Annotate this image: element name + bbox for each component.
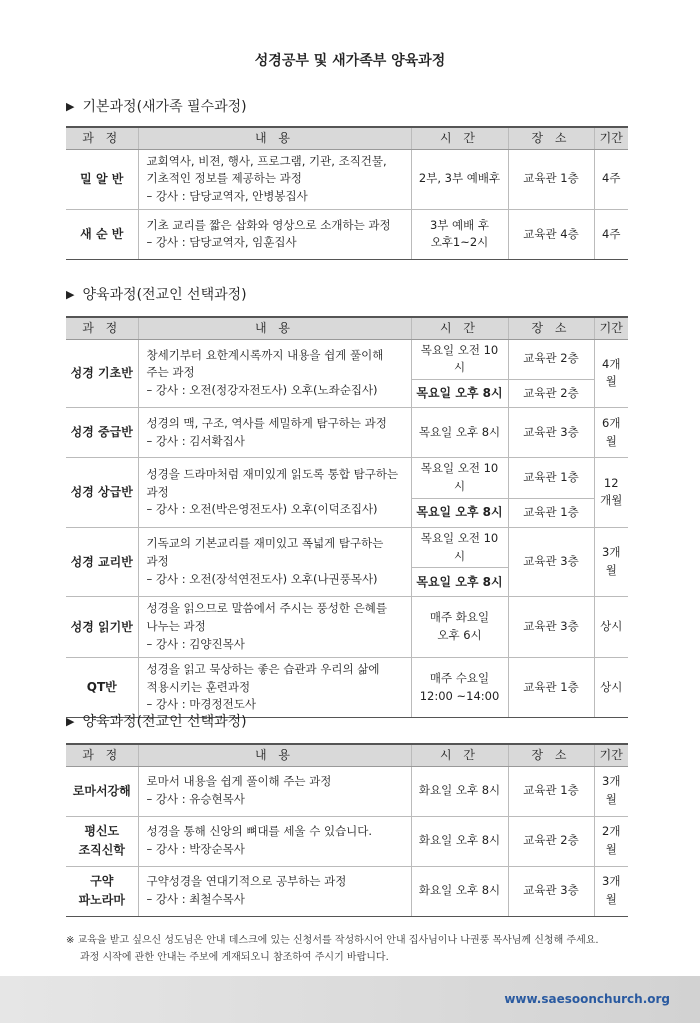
header-content: 내 용 <box>138 744 411 766</box>
content-line: 구약성경을 연대기적으로 공부하는 과정 <box>146 874 347 889</box>
course-content <box>138 866 411 916</box>
header-time: 시 간 <box>411 127 508 149</box>
table-row <box>66 149 628 209</box>
course-time: 목요일 오후 8시 <box>411 380 508 408</box>
content-line: 과정 <box>146 484 169 499</box>
triangle-bullet-icon: ▶ <box>66 287 75 301</box>
footnote-line: ※ 교육을 받고 싶으신 성도님은 안내 데스크에 있는 신청서를 작성하시어 안내 집사님이나 나권풍 목사님께 신청해 주세요. <box>66 935 599 946</box>
course-time: 목요일 오전 10시 <box>411 339 508 380</box>
table-row <box>66 527 628 568</box>
basic-course-table <box>66 126 628 260</box>
course-period: 상시 <box>594 657 628 717</box>
course-time: 목요일 오전 10시 <box>411 458 508 499</box>
section-heading-basic <box>66 96 247 116</box>
content-line: 성경을 읽으므로 말씀에서 주시는 풍성한 은혜를 <box>146 601 387 616</box>
course-name-line: 조직신학 <box>78 843 125 857</box>
time-line: 오후1~2시 <box>430 235 489 250</box>
elective-course-table-2 <box>66 743 628 917</box>
header-place: 장 소 <box>508 127 594 149</box>
time-line: 오후 6시 <box>437 628 482 643</box>
course-period: 12개월 <box>594 458 628 528</box>
content-line: – 강사 : 오전(장석연전도사) 오후(나권풍목사) <box>146 571 378 586</box>
course-place: 교육관 1층 <box>508 458 594 499</box>
course-name-line: 파노라마 <box>78 893 125 907</box>
section-heading-label: 양육과정(전교인 선택과정) <box>82 287 247 303</box>
content-line: 주는 과정 <box>146 365 195 380</box>
section-heading-elective-2 <box>66 711 247 731</box>
header-time: 시 간 <box>411 317 508 339</box>
course-time <box>411 209 508 259</box>
course-name: 새 순 반 <box>66 209 138 259</box>
course-name-line: 구약 <box>90 874 114 889</box>
course-name: 밀 알 반 <box>66 149 138 209</box>
course-period: 4개월 <box>594 339 628 408</box>
course-content <box>138 816 411 866</box>
course-period: 6개월 <box>594 408 628 458</box>
triangle-bullet-icon: ▶ <box>66 99 75 113</box>
content-line: 적용시키는 훈련과정 <box>146 679 251 694</box>
course-period: 3개월 <box>594 866 628 916</box>
course-time: 목요일 오후 8시 <box>411 408 508 458</box>
time-line: 매주 화요일 <box>429 610 490 625</box>
section-heading-elective <box>66 284 247 304</box>
course-place: 교육관 3층 <box>508 866 594 916</box>
course-name-line: 로마서강해 <box>72 783 131 798</box>
table-row <box>66 339 628 380</box>
course-content <box>138 458 411 528</box>
course-time: 목요일 오후 8시 <box>411 498 508 527</box>
content-line: 과정 <box>146 554 169 569</box>
course-time: 목요일 오전 10시 <box>411 527 508 568</box>
header-place: 장 소 <box>508 317 594 339</box>
course-name <box>66 766 138 816</box>
content-line: 성경을 읽고 묵상하는 좋은 습관과 우리의 삶에 <box>146 661 380 676</box>
header-content: 내 용 <box>138 127 411 149</box>
elective-course-table <box>66 316 628 718</box>
course-name-line: 평신도 <box>84 824 120 839</box>
content-line: – 강사 : 박장순목사 <box>146 842 245 856</box>
content-line: 로마서 내용을 쉽게 풀이해 주는 과정 <box>146 774 332 789</box>
course-name: 성경 교리반 <box>66 527 138 597</box>
content-line: – 강사 : 마경정전도사 <box>146 697 256 712</box>
course-content <box>138 766 411 816</box>
course-time: 화요일 오후 8시 <box>411 866 508 916</box>
header-period: 기간 <box>594 317 628 339</box>
course-place: 교육관 2층 <box>508 380 594 408</box>
header-period: 기간 <box>594 127 628 149</box>
course-period: 4주 <box>594 149 628 209</box>
time-line: 12:00 ~14:00 <box>419 688 500 703</box>
content-line: – 강사 : 최철수목사 <box>146 892 245 906</box>
section-heading-label: 양육과정(전교인 선택과정) <box>82 714 247 730</box>
table-header-row <box>66 744 628 766</box>
table-row <box>66 866 628 916</box>
content-line: 성경을 통해 신앙의 뼈대를 세울 수 있습니다. <box>146 824 373 839</box>
table-row <box>66 408 628 458</box>
header-course: 과 정 <box>66 744 138 766</box>
course-time <box>411 657 508 717</box>
course-period: 3개월 <box>594 527 628 597</box>
course-period: 3개월 <box>594 766 628 816</box>
course-period: 4주 <box>594 209 628 259</box>
page-title: 성경공부 및 새가족부 양육과정 <box>254 53 446 69</box>
course-time: 목요일 오후 8시 <box>411 568 508 597</box>
content-line: 나누는 과정 <box>146 619 206 634</box>
header-course: 과 정 <box>66 317 138 339</box>
course-time: 2부, 3부 예배후 <box>411 149 508 209</box>
course-content <box>138 149 411 209</box>
course-place: 교육관 3층 <box>508 597 594 657</box>
course-content <box>138 209 411 259</box>
course-name: 성경 상급반 <box>66 458 138 528</box>
header-content: 내 용 <box>138 317 411 339</box>
table-row <box>66 209 628 259</box>
course-name <box>66 866 138 916</box>
table-header-row <box>66 317 628 339</box>
content-line: – 강사 : 오전(박은영전도사) 오후(이덕조집사) <box>146 502 378 517</box>
course-place: 교육관 2층 <box>508 339 594 380</box>
content-line: – 강사 : 김서확집사 <box>146 433 245 448</box>
course-time: 화요일 오후 8시 <box>411 816 508 866</box>
content-line: 기초 교리를 짧은 삽화와 영상으로 소개하는 과정 <box>146 217 391 232</box>
content-line: 창세기부터 요한계시록까지 내용을 쉽게 풀이해 <box>146 347 384 362</box>
table-row <box>66 458 628 499</box>
course-place: 교육관 1층 <box>508 498 594 527</box>
course-place: 교육관 3층 <box>508 408 594 458</box>
table-row <box>66 816 628 866</box>
course-place: 교육관 1층 <box>508 766 594 816</box>
course-place: 교육관 1층 <box>508 657 594 717</box>
time-line: 3부 예배 후 <box>429 217 490 232</box>
content-line: – 강사 : 유승현목사 <box>146 792 245 806</box>
content-line: – 강사 : 오전(정강자전도사) 오후(노좌순집사) <box>146 383 378 398</box>
website-url: www.saesoonchurch.org <box>504 992 670 1006</box>
course-content <box>138 527 411 597</box>
content-line: 기독교의 기본교리를 재미있고 폭넓게 탐구하는 <box>146 536 384 551</box>
course-place: 교육관 3층 <box>508 527 594 597</box>
course-name: 성경 기초반 <box>66 339 138 408</box>
course-content <box>138 408 411 458</box>
table-header-row <box>66 127 628 149</box>
course-period: 상시 <box>594 597 628 657</box>
header-time: 시 간 <box>411 744 508 766</box>
header-place: 장 소 <box>508 744 594 766</box>
content-line: 기초적인 정보를 제공하는 과정 <box>146 171 302 186</box>
triangle-bullet-icon: ▶ <box>66 714 75 728</box>
table-row <box>66 766 628 816</box>
course-period: 2개월 <box>594 816 628 866</box>
content-line: – 강사 : 담당교역자, 안병봉집사 <box>146 189 308 204</box>
course-place: 교육관 4층 <box>508 209 594 259</box>
course-name <box>66 816 138 866</box>
course-name: QT반 <box>66 657 138 717</box>
content-line: – 강사 : 김양진목사 <box>146 637 245 651</box>
content-line: 교회역사, 비젼, 행사, 프로그램, 기관, 조직건물, <box>146 153 387 168</box>
header-course: 과 정 <box>66 127 138 149</box>
course-place: 교육관 2층 <box>508 816 594 866</box>
course-time <box>411 597 508 657</box>
course-name: 성경 읽기반 <box>66 597 138 657</box>
footnote-line: 과정 시작에 관한 안내는 주보에 게재되오니 참조하여 주시기 바랍니다. <box>80 952 389 963</box>
content-line: 성경을 드라마처럼 재미있게 읽도록 통합 탐구하는 <box>146 466 399 481</box>
course-time: 화요일 오후 8시 <box>411 766 508 816</box>
header-period: 기간 <box>594 744 628 766</box>
section-heading-label: 기본과정(새가족 필수과정) <box>82 99 247 115</box>
course-place: 교육관 1층 <box>508 149 594 209</box>
table-row <box>66 657 628 717</box>
table-row <box>66 597 628 657</box>
content-line: 성경의 맥, 구조, 역사를 세밀하게 탐구하는 과정 <box>146 415 387 430</box>
course-content <box>138 339 411 408</box>
course-content <box>138 657 411 717</box>
time-line: 매주 수요일 <box>429 670 490 685</box>
footer-bar <box>0 976 700 1023</box>
course-content <box>138 597 411 657</box>
content-line: – 강사 : 담당교역자, 임훈집사 <box>146 235 297 250</box>
course-name: 성경 중급반 <box>66 408 138 458</box>
footnote <box>66 932 646 966</box>
